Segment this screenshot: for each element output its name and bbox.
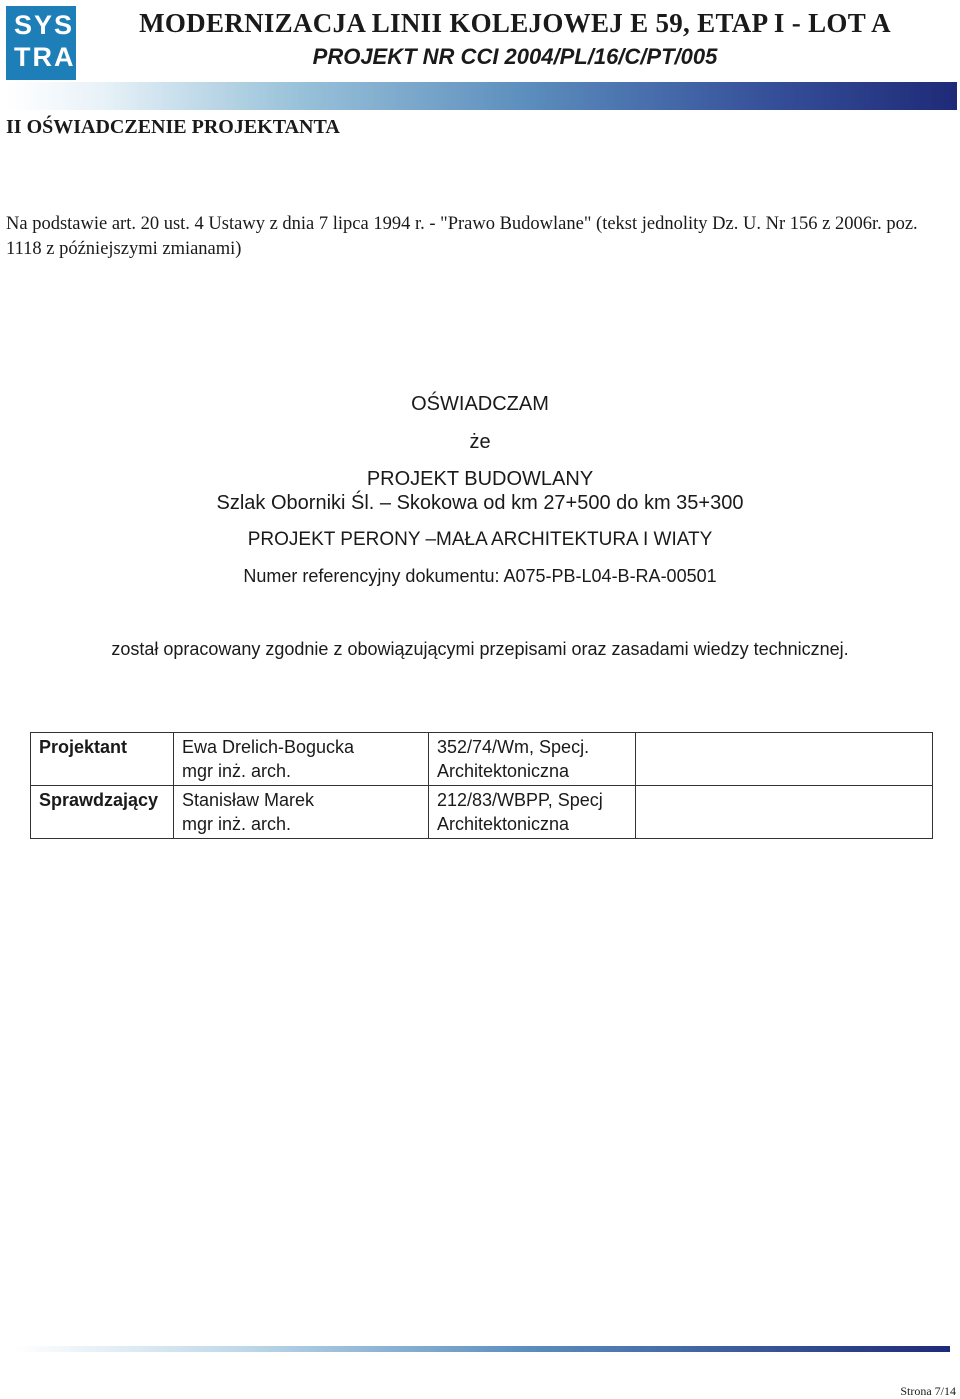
name-cell — [174, 733, 429, 786]
role-cell: Sprawdzający — [31, 786, 174, 839]
project-scope: PROJEKT PERONY –MAŁA ARCHITEKTURA I WIATY — [247, 529, 713, 550]
page-number: Strona 7/14 — [900, 1384, 956, 1398]
project-type: PROJEKT BUDOWLANY — [366, 468, 594, 490]
license-cell — [429, 786, 636, 839]
role-cell: Projektant — [31, 733, 174, 786]
license-number: 212/83/WBPP, Specj — [437, 790, 603, 810]
person-name: Ewa Drelich-Bogucka — [182, 737, 355, 757]
document-reference: Numer referencyjny dokumentu: A075-PB-L04-B-RA-00501 — [243, 566, 717, 586]
name-cell — [174, 786, 429, 839]
person-name: Stanisław Marek — [182, 790, 315, 810]
signature-cell — [636, 786, 933, 839]
systra-logo — [6, 6, 76, 80]
signature-table — [30, 732, 933, 839]
signature-cell — [636, 733, 933, 786]
declaration-heading: OŚWIADCZAM — [411, 393, 549, 415]
section-title: II OŚWIADCZENIE PROJEKTANTA — [6, 116, 340, 138]
route-description: Szlak Oborniki Śl. – Skokowa od km 27+500 do km 35+300 — [216, 492, 744, 514]
footer-gradient-bar — [14, 1346, 950, 1352]
license-number: 352/74/Wm, Specj. — [437, 737, 590, 757]
compliance-statement: został opracowany zgodnie z obowiązującymi przepisami oraz zasadami wiedzy technicznej. — [111, 639, 849, 659]
project-title: MODERNIZACJA LINII KOLEJOWEJ E 59, ETAP I - LOT A — [139, 8, 891, 38]
table-row — [31, 786, 933, 839]
license-cell — [429, 733, 636, 786]
license-specialty: Architektoniczna — [437, 761, 570, 781]
person-title: mgr inż. arch. — [182, 761, 292, 781]
license-specialty: Architektoniczna — [437, 814, 570, 834]
logo-line-2: TRA — [14, 42, 76, 72]
declaration-conjunction: że — [469, 431, 491, 453]
legal-basis-paragraph: Na podstawie art. 20 ust. 4 Ustawy z dnia 7 lipca 1994 r. - "Prawo Budowlane" (tekst jednolity Dz. U. Nr 156 z 2006r. poz. 1118 z późniejszymi zmianami) — [6, 214, 918, 259]
project-number: PROJEKT NR CCI 2004/PL/16/C/PT/005 — [312, 44, 718, 69]
table-row — [31, 733, 933, 786]
logo-line-1: SYS — [14, 10, 75, 40]
header-gradient-bar — [6, 82, 957, 110]
person-title: mgr inż. arch. — [182, 814, 292, 834]
